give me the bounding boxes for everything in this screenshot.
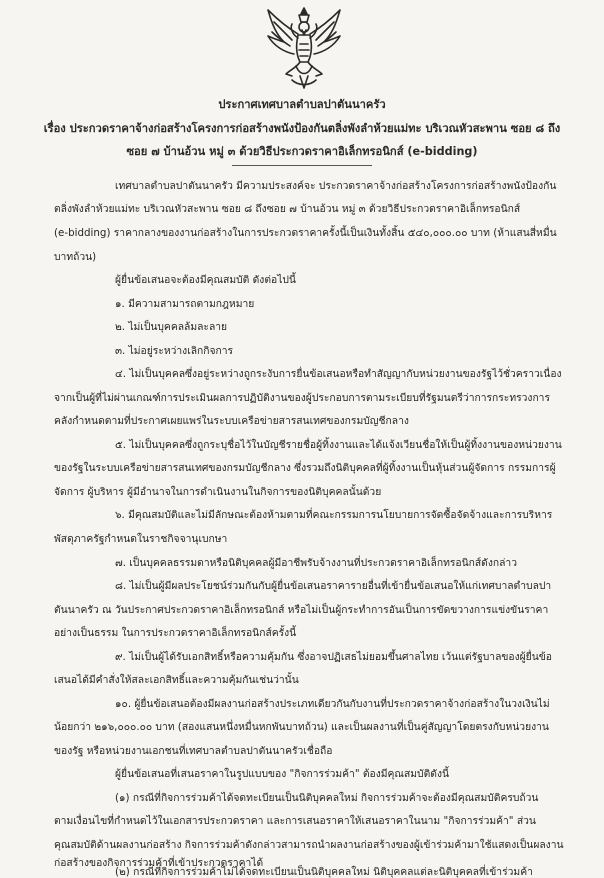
body-line: บาทถ้วน) [54,251,97,263]
body-line: จากเป็นผู้ที่ไม่ผ่านเกณฑ์การประเมินผลการปฏิบัติงานของผู้ประกอบการตามระเบียบที่รัฐมนตรีว่าการกระทรวงการ [54,392,550,404]
body-line: ๑๐. ผู้ยื่นข้อเสนอต้องมีผลงานก่อสร้างประเภทเดียวกันกับงานที่ประกวดราคาจ้างก่อสร้างในวงเงินไม่ [115,698,550,710]
body-line: อย่างเป็นธรรม ในการประกวดราคาอิเล็กทรอนิกส์ครั้งนี้ [54,627,297,639]
body-line: ๑. มีความสามารถตามกฎหมาย [115,298,255,310]
body-line: เสนอได้มีคำสั่งให้สละเอกสิทธิ์และความคุ้มกันเช่นว่านั้น [54,674,299,686]
body-line: ๕. ไม่เป็นบุคคลซึ่งถูกระบุชื่อไว้ในบัญชีรายชื่อผู้ทิ้งงานและได้แจ้งเวียนชื่อให้เป็นผู้ทิ้งงานของหน่วยงาน [115,439,562,451]
body-line: ก่อสร้างของกิจการร่วมค้าที่เข้าประกวดราคาได้ [54,857,264,869]
body-line: ๗. เป็นบุคคลธรรมดาหรือนิติบุคคลผู้มีอาชีพรับจ้างงานที่ประกวดราคาอิเล็กทรอนิกส์ดังกล่าว [115,557,517,569]
subject-line-1: เรื่อง ประกวดราคาจ้างก่อสร้างโครงการก่อสร้างพนังป้องกันตลิ่งพังลำห้วยแม่ทะ บริเวณหัวสะพาน ซอย ๘ ถึง [43,122,561,135]
body-line: ตันนาครัว ณ วันประกาศประกวดราคาอิเล็กทรอนิกส์ หรือไม่เป็นผู้กระทำการอันเป็นการขัดขวางการแข่งขันราคา [54,604,549,616]
garuda-emblem-icon [262,4,346,90]
body-line: ๔. ไม่เป็นบุคคลซึ่งอยู่ระหว่างถูกระงับการยื่นข้อเสนอหรือทำสัญญากับหน่วยงานของรัฐไว้ชั่วคราวเนื่อง [115,368,562,380]
body-line: ๙. ไม่เป็นผู้ได้รับเอกสิทธิ์หรือความคุ้มกัน ซึ่งอาจปฏิเสธไม่ยอมขึ้นศาลไทย เว้นแต่รัฐบาลของผู้ยื่นข้อ [115,651,552,663]
body-line: ๘. ไม่เป็นผู้มีผลประโยชน์ร่วมกันกับผู้ยื่นข้อเสนอราคารายอื่นที่เข้ายื่นข้อเสนอให้แก่เทศบาลตำบลปา [115,580,552,592]
body-line: ๖. มีคุณสมบัติและไม่มีลักษณะต้องห้ามตามที่คณะกรรมการนโยบายการจัดซื้อจัดจ้างและการบริหาร [115,509,553,521]
body-line: ของรัฐ หรือหน่วยงานเอกชนที่เทศบาลตำบลปาตันนาครัวเชื่อถือ [54,745,333,757]
body-line: เทศบาลตำบลปาตันนาครัว มีความประสงค์จะ ประกวดราคาจ้างก่อสร้างโครงการก่อสร้างพนังป้องกัน [115,180,557,192]
body-line: ตลิ่งพังลำห้วยแม่ทะ บริเวณหัวสะพาน ซอย ๘ ถึงซอย ๗ บ้านอ้วน หมู่ ๓ ด้วยวิธีประกวดราคาอิเล็กทรอนิกส์ [54,203,521,215]
body-line: จัดการ ผู้บริหาร ผู้มีอำนาจในการดำเนินงานในกิจการของนิติบุคคลนั้นด้วย [54,486,382,498]
body-line: คุณสมบัติด้านผลงานก่อสร้าง กิจการร่วมค้าดังกล่าวสามารถนำผลงานก่อสร้างของผู้เข้าร่วมค้ามาใช้แสดงเป็นผลงาน [54,839,564,851]
body-line: ผู้ยื่นข้อเสนอที่เสนอราคาในรูปแบบของ "กิจการร่วมค้า" ต้องมีคุณสมบัติดังนี้ [115,768,450,780]
body-line: ๓. ไม่อยู่ระหว่างเลิกกิจการ [115,345,234,357]
body-line: พัสดุภาครัฐกำหนดในราชกิจจานุเบกษา [54,533,228,545]
body-line: ของรัฐในระบบเครือข่ายสารสนเทศของกรมบัญชีกลาง ซึ่งรวมถึงนิติบุคคลที่ผู้ทิ้งงานเป็นหุ้นส่วนผู้จัดการ กรรมการผู้ [54,462,556,474]
subject-line-2: ซอย ๗ บ้านอ้วน หมู่ ๓ ด้วยวิธีประกวดราคาอิเล็กทรอนิกส์ (e-bidding) [126,145,478,158]
body-line: น้อยกว่า ๒๑๖,๐๐๐.๐๐ บาท (สองแสนหนึ่งหมื่นหกพันบาทถ้วน) และเป็นผลงานที่เป็นคู่สัญญาโดยตรงกับหน่วยงาน [54,721,549,733]
body-line: ตามเงื่อนไขที่กำหนดไว้ในเอกสารประกวดราคา และการเสนอราคาให้เสนอราคาในนาม "กิจการร่วมค้า" ส่วน [54,815,536,827]
body-line: ๒. ไม่เป็นบุคคลล้มละลาย [115,321,228,333]
body-line: (e-bidding) ราคากลางของงานก่อสร้างในการประกวดราคาครั้งนี้เป็นเงินทั้งสิ้น ๕๔๐,๐๐๐.๐๐ บาท (ห้าแสนสี่หมื่น [54,227,557,239]
body-line: (๒) กรณีที่กิจการร่วมค้าไม่ได้จดทะเบียนเป็นนิติบุคคลใหม่ นิติบุคคลแต่ละนิติบุคคลที่เข้าร่วมค้า [115,866,533,878]
title-divider [232,165,372,166]
body-line: ผู้ยื่นข้อเสนอจะต้องมีคุณสมบัติ ดังต่อไปนี้ [115,274,296,286]
body-line: คลังกำหนดตามที่ประกาศเผยแพร่ในระบบเครือข่ายสารสนเทศของกรมบัญชีกลาง [54,415,409,427]
announcement-title: ประกาศเทศบาลตำบลปาตันนาครัว [218,98,386,111]
body-line: (๑) กรณีที่กิจการร่วมค้าได้จดทะเบียนเป็นนิติบุคคลใหม่ กิจการร่วมค้าจะต้องมีคุณสมบัติครบถ้วน [115,792,539,804]
